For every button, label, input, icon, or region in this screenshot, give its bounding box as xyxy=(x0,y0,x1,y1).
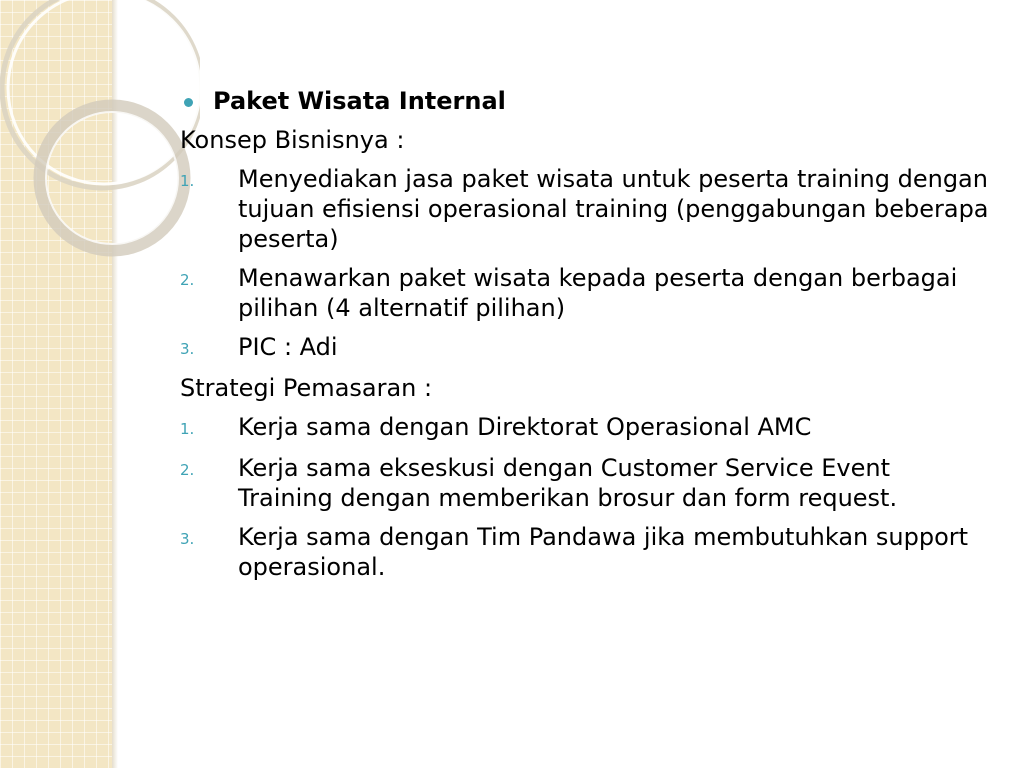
section-label-konsep: Konsep Bisnisnya : xyxy=(180,126,405,154)
list-item xyxy=(180,412,990,444)
list-item-text: Kerja sama dengan Direktorat Operasional AMC xyxy=(238,413,812,441)
bullet-dot-icon xyxy=(184,98,193,107)
list-item xyxy=(180,164,990,254)
list-item xyxy=(180,332,990,364)
list-item xyxy=(180,263,990,323)
list-item-text: Kerja sama ekseskusi dengan Customer Service Event Training dengan memberikan brosur dan form request. xyxy=(238,454,898,512)
slide-content xyxy=(180,86,990,591)
list-item xyxy=(180,522,990,582)
heading-bullet xyxy=(180,86,990,116)
slide-heading: Paket Wisata Internal xyxy=(213,87,506,115)
decorative-circles xyxy=(0,0,200,260)
section-label-strategi: Strategi Pemasaran : xyxy=(180,374,433,402)
list-number: 2. xyxy=(180,271,195,289)
deco-circle-large xyxy=(2,0,200,188)
list-item xyxy=(180,453,990,513)
list-item-text: Menawarkan paket wisata kepada peserta dengan berbagai pilihan (4 alternatif pilihan) xyxy=(238,264,958,322)
list-number: 3. xyxy=(180,340,195,358)
list-number: 1. xyxy=(180,420,195,438)
list-item-text: Kerja sama dengan Tim Pandawa jika membutuhkan support operasional. xyxy=(238,523,969,581)
list-item-text: PIC : Adi xyxy=(238,333,338,361)
deco-circle-ring-highlight xyxy=(46,112,178,244)
list-item-text: Menyediakan jasa paket wisata untuk peserta training dengan tujuan efisiensi operasional training (penggabungan beberapa peserta) xyxy=(238,165,989,253)
list-number: 3. xyxy=(180,530,195,548)
list-number: 1. xyxy=(180,172,195,190)
list-number: 2. xyxy=(180,461,195,479)
